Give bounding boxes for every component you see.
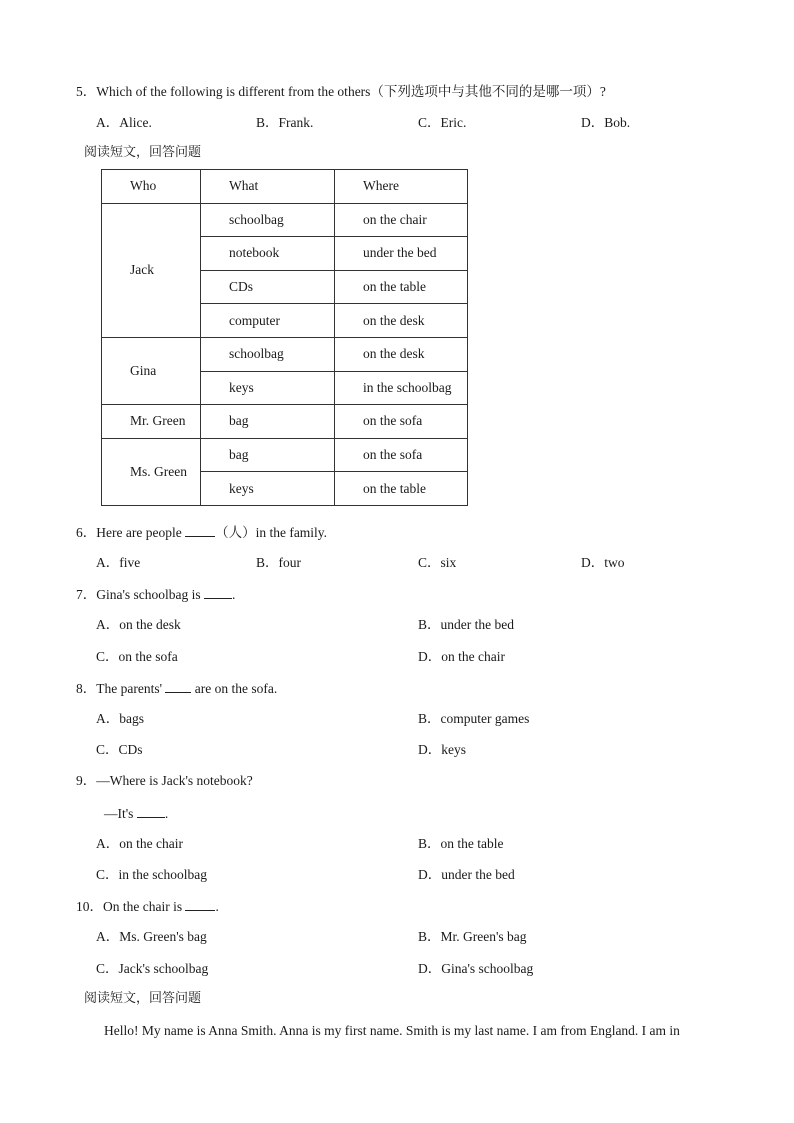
q9-option-d[interactable]: D．under the bed bbox=[418, 867, 515, 882]
q7-stem-part-1: 7．Gina's schoolbag is bbox=[76, 587, 205, 602]
table-cell-where: on the desk bbox=[335, 337, 468, 371]
table-cell-what: schoolbag bbox=[201, 337, 335, 371]
q6-stem-part-1: 6．Here are people bbox=[76, 525, 186, 540]
q5-stem: 5．Which of the following is different from the others（下列选项中与其他不同的是哪一项）? bbox=[76, 84, 606, 99]
table-cell-who: Ms. Green bbox=[102, 438, 201, 505]
table-cell-where: on the sofa bbox=[335, 438, 468, 472]
answer-blank bbox=[137, 805, 165, 818]
q6-stem bbox=[76, 524, 327, 541]
q6-option-a[interactable]: A．five bbox=[96, 555, 141, 570]
q7-option-c[interactable]: C．on the sofa bbox=[96, 649, 178, 664]
section-heading-2: 阅读短文，回答问题 bbox=[84, 991, 202, 1006]
table-cell-where: on the desk bbox=[335, 304, 468, 338]
table-cell-where: on the chair bbox=[335, 203, 468, 237]
table-header-who: Who bbox=[102, 170, 201, 204]
q8-stem-part-1: 8．The parents' bbox=[76, 681, 166, 696]
q8-stem-part-2: are on the sofa. bbox=[191, 681, 278, 696]
table-header-where: Where bbox=[335, 170, 468, 204]
table-row bbox=[102, 203, 468, 237]
table-cell-what: keys bbox=[201, 371, 335, 405]
table-cell-what: CDs bbox=[201, 270, 335, 304]
table-row bbox=[102, 337, 468, 371]
q9-stem: 9．—Where is Jack's notebook? bbox=[76, 773, 253, 788]
q6-stem-part-2: （人）in the family. bbox=[215, 525, 328, 540]
q9-option-b[interactable]: B．on the table bbox=[418, 836, 504, 851]
table-cell-where: under the bed bbox=[335, 237, 468, 271]
q7-stem-part-2: . bbox=[232, 587, 236, 602]
q10-option-a[interactable]: A．Ms. Green's bag bbox=[96, 929, 207, 944]
answer-blank bbox=[185, 524, 215, 537]
table-row bbox=[102, 405, 468, 439]
answer-blank bbox=[204, 586, 232, 599]
q7-stem bbox=[76, 586, 235, 603]
q10-option-c[interactable]: C．Jack's schoolbag bbox=[96, 961, 209, 976]
section-heading-1: 阅读短文，回答问题 bbox=[84, 145, 202, 160]
q5-option-d[interactable]: D．Bob. bbox=[581, 115, 631, 130]
table-cell-what: bag bbox=[201, 438, 335, 472]
table-cell-what: notebook bbox=[201, 237, 335, 271]
table-header-row bbox=[102, 170, 468, 204]
q10-option-d[interactable]: D．Gina's schoolbag bbox=[418, 961, 534, 976]
q9-option-a[interactable]: A．on the chair bbox=[96, 836, 183, 851]
table-cell-where: on the table bbox=[335, 270, 468, 304]
passage-text: Hello! My name is Anna Smith. Anna is my first name. Smith is my last name. I am from England. I am in bbox=[104, 1023, 680, 1038]
q7-option-b[interactable]: B．under the bed bbox=[418, 617, 514, 632]
table-cell-what: schoolbag bbox=[201, 203, 335, 237]
q9-answer-part-1: —It's bbox=[104, 806, 137, 821]
q6-option-b[interactable]: B．four bbox=[256, 555, 301, 570]
q7-option-a[interactable]: A．on the desk bbox=[96, 617, 181, 632]
q7-option-d[interactable]: D．on the chair bbox=[418, 649, 505, 664]
q9-answer-part-2: . bbox=[164, 806, 169, 821]
q8-option-d[interactable]: D．keys bbox=[418, 742, 466, 757]
q10-option-b[interactable]: B．Mr. Green's bag bbox=[418, 929, 527, 944]
table-cell-where: on the table bbox=[335, 472, 468, 506]
q6-option-c[interactable]: C．six bbox=[418, 555, 457, 570]
answer-blank bbox=[165, 680, 191, 693]
q5-option-c[interactable]: C．Eric. bbox=[418, 115, 467, 130]
answer-blank bbox=[185, 898, 215, 911]
q10-stem bbox=[76, 898, 219, 915]
info-table bbox=[101, 169, 468, 506]
table-cell-what: bag bbox=[201, 405, 335, 439]
table-cell-what: computer bbox=[201, 304, 335, 338]
q9-option-c[interactable]: C．in the schoolbag bbox=[96, 867, 207, 882]
table-cell-who: Mr. Green bbox=[102, 405, 201, 439]
q8-option-b[interactable]: B．computer games bbox=[418, 711, 530, 726]
table-cell-where: in the schoolbag bbox=[335, 371, 468, 405]
table-cell-who: Gina bbox=[102, 337, 201, 404]
q5-option-b[interactable]: B．Frank. bbox=[256, 115, 314, 130]
table-cell-where: on the sofa bbox=[335, 405, 468, 439]
q6-option-d[interactable]: D．two bbox=[581, 555, 625, 570]
q10-stem-part-2: . bbox=[215, 899, 219, 914]
q9-answer-line bbox=[104, 805, 168, 822]
table-row bbox=[102, 438, 468, 472]
table-cell-what: keys bbox=[201, 472, 335, 506]
table-cell-who: Jack bbox=[102, 203, 201, 337]
q5-option-a[interactable]: A．Alice. bbox=[96, 115, 152, 130]
q10-stem-part-1: 10．On the chair is bbox=[76, 899, 186, 914]
q8-stem bbox=[76, 680, 277, 697]
q8-option-c[interactable]: C．CDs bbox=[96, 742, 143, 757]
q8-option-a[interactable]: A．bags bbox=[96, 711, 144, 726]
table-header-what: What bbox=[201, 170, 335, 204]
